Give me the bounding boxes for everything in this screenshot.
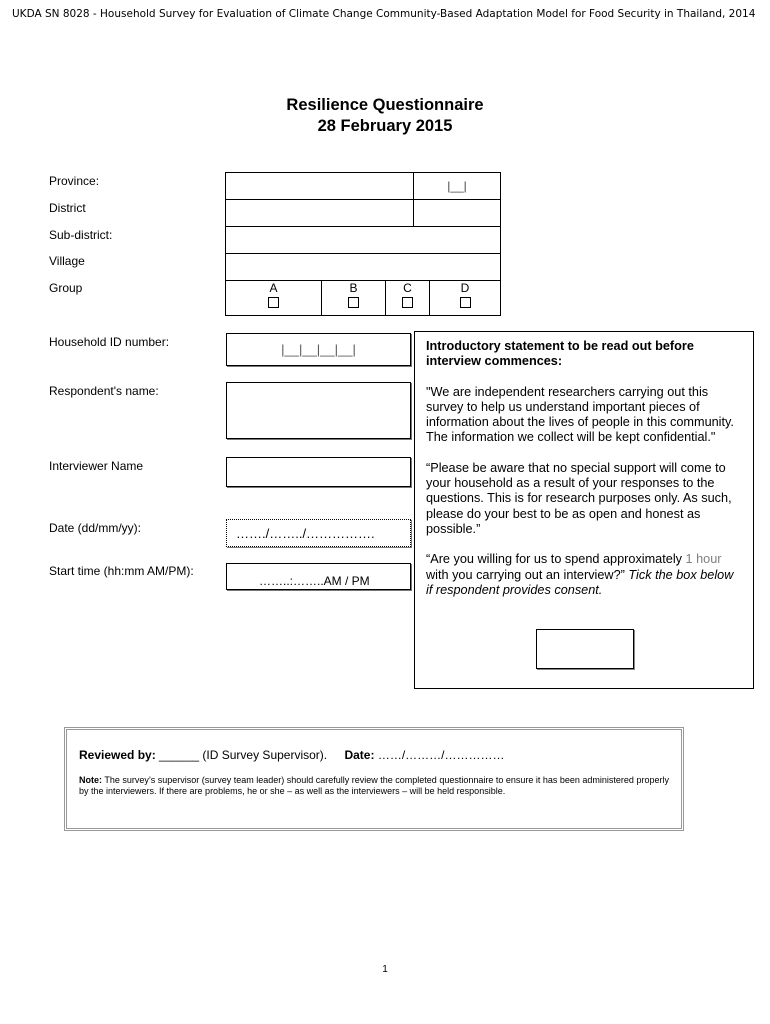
note-label: Note: [79,775,102,785]
group-d-checkbox[interactable] [460,297,471,308]
intro-duration-highlight: 1 hour [685,552,722,567]
document-date: 28 February 2015 [317,117,453,135]
date-field[interactable] [226,519,411,547]
page-number: 1 [382,964,388,975]
group-d-letter: D [460,281,470,295]
district-field[interactable] [225,199,414,227]
province-label: Province: [49,174,100,188]
start-time-field[interactable] [226,563,411,590]
intro-question-end: with you carrying out an interview?” [426,567,625,582]
review-line [79,748,681,762]
intro-paragraph-3 [426,552,743,598]
consent-checkbox[interactable] [536,629,634,669]
group-a-checkbox[interactable] [268,297,279,308]
group-b-letter: B [349,281,358,295]
supervisor-text: (ID Survey Supervisor). [202,748,328,762]
group-b-cell [321,280,386,316]
group-a-letter: A [269,281,278,295]
group-label: Group [49,281,83,295]
intro-heading: Introductory statement to be read out before interview commences: [426,339,694,369]
page-title: Resilience Questionnaire [286,96,484,114]
interviewer-name-label: Interviewer Name [49,459,144,473]
household-id-placeholder: |__|__|__|__| [281,342,356,357]
group-c-cell [385,280,430,316]
review-date-value[interactable]: ……/………/…………… [374,748,505,762]
review-box [64,727,684,831]
source-header: UKDA SN 8028 - Household Survey for Evaluation of Climate Change Community-Based Adaptation Model for Food Security in Thailand, 2014 [12,8,756,20]
province-code-placeholder: |__| [447,179,467,193]
note-text: The survey’s supervisor (survey team leader) should carefully review the completed questionnaire to ensure it has been administered properly by the interviewers. If there are problems, he or she – as well as the interviewers – will be held responsible. [79,775,669,796]
intro-paragraph-2: “Please be aware that no special support will come to your household as a result of your responses to the questions. This is for research purposes only. As such, please do your best to be as open and honest as possible.” [426,460,732,536]
review-note [79,775,669,797]
group-a-cell [225,280,322,316]
subdistrict-label: Sub-district: [49,228,113,242]
review-date-label: Date: [344,748,375,762]
intro-question-start: “Are you willing for us to spend approximately [426,552,686,567]
district-code-field[interactable] [413,199,501,227]
household-id-label: Household ID number: [49,335,170,349]
start-time-placeholder: ……..:……..AM / PM [259,574,370,588]
household-id-field[interactable] [226,333,411,366]
province-code-field[interactable] [413,172,501,200]
respondent-name-field[interactable] [226,382,411,439]
intro-instruction: Tick the box below if respondent provides consent. [426,567,734,597]
date-placeholder: ……./……../……………. [236,526,375,541]
district-label: District [49,201,86,215]
group-b-checkbox[interactable] [348,297,359,308]
interviewer-name-field[interactable] [226,457,411,487]
intro-paragraph-1: "We are independent researchers carrying out this survey to help us understand important pieces of information about the lives of people in this community. The information we collect will be kept confidential." [426,384,734,445]
respondent-name-label: Respondent's name: [49,384,159,398]
village-label: Village [49,254,85,268]
province-field[interactable] [225,172,414,200]
group-c-checkbox[interactable] [402,297,413,308]
group-d-cell [429,280,501,316]
reviewed-by-label: Reviewed by: [79,748,156,762]
village-field[interactable] [225,253,501,281]
date-label: Date (dd/mm/yy): [49,521,142,535]
group-c-letter: C [403,281,412,295]
subdistrict-field[interactable] [225,226,501,254]
reviewed-by-blank[interactable]: ______ [155,748,203,762]
start-time-label: Start time (hh:mm AM/PM): [49,564,194,578]
